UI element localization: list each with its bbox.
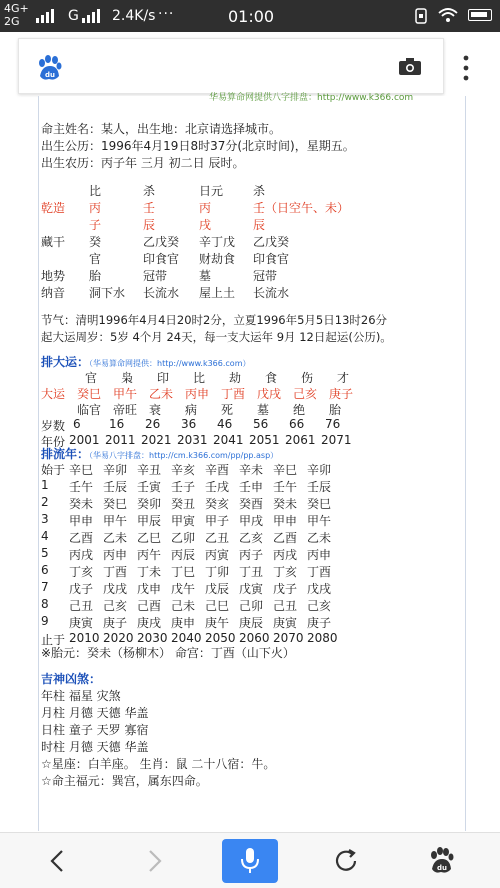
dayun-ganzhi-cell: 甲午: [113, 387, 138, 401]
liunian-cell: 己卯: [239, 599, 264, 613]
dishi-cell: 冠带: [143, 269, 168, 283]
liunian-cell: 丙戌: [273, 548, 298, 562]
nayin-cell: 屋上土: [199, 286, 236, 300]
liunian-cell: 甲申: [69, 514, 94, 528]
page-content: [38, 93, 466, 831]
info-solar-line: 出生公历：1996年4月19日8时37分(北京时间)，星期五。: [41, 139, 355, 153]
dayun-shishen-cell: 劫: [229, 371, 242, 385]
network-speed: 2.4K/s: [112, 8, 156, 24]
dayun-year-cell: 2071: [321, 433, 352, 447]
battery-icon: [468, 9, 492, 21]
liunian-row-label: 2: [41, 495, 49, 509]
liunian-end-year-cell: 2040: [171, 631, 202, 645]
canggan-cell: 乙戊癸: [253, 235, 290, 249]
dayun-heading: [41, 353, 251, 370]
shensha-line: 月柱 月德 天德 华盖: [41, 706, 149, 720]
baidu-home-icon[interactable]: [424, 843, 460, 879]
more-menu-icon[interactable]: [462, 54, 470, 82]
microphone-icon: [239, 847, 261, 875]
liunian-cell: 戊申: [137, 582, 162, 596]
bottom-navigation: [0, 832, 500, 888]
shensha-line: 日柱 童子 天罗 寡宿: [41, 723, 149, 737]
dayun-age-label: 岁数: [41, 419, 66, 433]
canggan-cell: 乙戊癸: [143, 235, 180, 249]
dayun-ganzhi-cell: 丙申: [185, 387, 210, 401]
liunian-cell: 庚寅: [273, 616, 298, 630]
dayun-shishen-cell: 才: [337, 371, 350, 385]
liunian-cell: 戊戌: [103, 582, 128, 596]
liunian-cell: 丙申: [103, 548, 128, 562]
liunian-cell: 壬戌: [205, 480, 230, 494]
liunian-cell: 乙巳: [137, 531, 162, 545]
liunian-cell: 辛巳: [69, 463, 94, 477]
back-icon[interactable]: [40, 843, 76, 879]
liunian-end-year-cell: 2070: [273, 631, 304, 645]
shishen-cell: 印食官: [143, 252, 180, 266]
signal-2g-label: 2G: [4, 15, 20, 28]
refresh-icon[interactable]: [328, 843, 364, 879]
liunian-cell: 丙戌: [69, 548, 94, 562]
status-right: [414, 7, 492, 25]
liunian-cell: 丁未: [137, 565, 162, 579]
liunian-row-label: 6: [41, 563, 49, 577]
liunian-cell: 辛亥: [171, 463, 196, 477]
liunian-cell: 丁酉: [307, 565, 332, 579]
dayun-year-cell: 2021: [141, 433, 172, 447]
dayun-year-cell: 2061: [285, 433, 316, 447]
liunian-cell: 辛卯: [307, 463, 332, 477]
liunian-end-year-cell: 2050: [205, 631, 236, 645]
liunian-row-label: 4: [41, 529, 49, 543]
liunian-cell: 丙寅: [205, 548, 230, 562]
liunian-cell: 辛巳: [273, 463, 298, 477]
liunian-cell: 壬子: [171, 480, 196, 494]
bazi-gan-cell: 丙: [89, 201, 102, 215]
bazi-zhi-cell: 子: [89, 218, 102, 232]
liunian-cell: 癸未: [69, 497, 94, 511]
bazi-header-cell: 杀: [143, 184, 156, 198]
canggan-cell: 辛丁戊: [199, 235, 236, 249]
dayun-age-cell: 16: [109, 417, 125, 431]
liunian-end-year-cell: 2020: [103, 631, 134, 645]
dayun-age-cell: 26: [145, 417, 161, 431]
liunian-cell: 癸亥: [205, 497, 230, 511]
dayun-changsheng-cell: 临官: [77, 403, 102, 417]
liunian-cell: 癸未: [273, 497, 298, 511]
shishen-cell: 官: [89, 252, 102, 266]
dayun-title: 排大运：: [41, 355, 90, 369]
liunian-cell: 己丑: [69, 599, 94, 613]
bazi-gan-cell: 丙: [199, 201, 212, 215]
dayun-year-cell: 2041: [213, 433, 244, 447]
liunian-row-label: 9: [41, 614, 49, 628]
liunian-cell: 己未: [171, 599, 196, 613]
qianzao-label: 乾造: [41, 201, 66, 215]
liunian-cell: 甲子: [205, 514, 230, 528]
liunian-cell: 庚辰: [239, 616, 264, 630]
forward-icon[interactable]: [136, 843, 172, 879]
dishi-cell: 墓: [199, 269, 212, 283]
liunian-start-label: 始于: [41, 463, 66, 477]
xingzuo-line: ☆星座：白羊座。 生肖：鼠 二十八宿：牛。: [41, 757, 276, 771]
dayun-ganzhi-cell: 丁酉: [221, 387, 246, 401]
liunian-cell: 己亥: [307, 599, 332, 613]
liunian-cell: 壬申: [239, 480, 264, 494]
liunian-cell: 癸酉: [239, 497, 264, 511]
dishi-cell: 胎: [89, 269, 102, 283]
qiyun-line: 起大运周岁：5岁 4个月 24天，每一支大运年 9月 12日起运(公历)。: [41, 330, 392, 344]
liunian-cell: 癸卯: [137, 497, 162, 511]
liunian-cell: 丁亥: [273, 565, 298, 579]
liunian-cell: 丁亥: [69, 565, 94, 579]
signal-labels: [4, 2, 29, 28]
dayun-ganzhi-cell: 己亥: [293, 387, 318, 401]
signal-4g-label: 4G+: [4, 2, 29, 15]
taiyuan-line: ※胎元：癸未（杨柳木） 命宫：丁酉（山下火）: [41, 646, 295, 660]
nayin-cell: 洞下水: [89, 286, 126, 300]
liunian-cell: 壬辰: [103, 480, 128, 494]
liunian-cell: 辛丑: [137, 463, 162, 477]
dayun-age-cell: 76: [325, 417, 341, 431]
shishen-cell: 财劫食: [199, 252, 236, 266]
liunian-end-label: 止于: [41, 633, 66, 647]
dayun-ganzhi-cell: 癸巳: [77, 387, 102, 401]
dayun-changsheng-cell: 胎: [329, 403, 342, 417]
liunian-cell: 庚戌: [137, 616, 162, 630]
liunian-title: 排流年：: [41, 447, 90, 461]
liunian-cell: 庚午: [205, 616, 230, 630]
liunian-row-label: 3: [41, 512, 49, 526]
liunian-row-label: 5: [41, 546, 49, 560]
dayun-year-label: 年份: [41, 435, 66, 449]
dayun-age-cell: 66: [289, 417, 305, 431]
liunian-heading: [41, 445, 278, 462]
liunian-cell: 乙丑: [205, 531, 230, 545]
bazi-header-cell: 杀: [253, 184, 266, 198]
dishi-label: 地势: [41, 269, 66, 283]
baidu-paw-icon[interactable]: [35, 54, 63, 82]
liunian-cell: 癸巳: [103, 497, 128, 511]
nayin-cell: 长流水: [143, 286, 180, 300]
dayun-changsheng-cell: 病: [185, 403, 198, 417]
liunian-cell: 甲寅: [171, 514, 196, 528]
liunian-cell: 辛卯: [103, 463, 128, 477]
bazi-zhi-cell: 辰: [253, 218, 266, 232]
liunian-cell: 癸丑: [171, 497, 196, 511]
liunian-cell: 乙未: [103, 531, 128, 545]
dayun-year-cell: 2051: [249, 433, 280, 447]
nayin-label: 纳音: [41, 286, 66, 300]
liunian-cell: 丁酉: [103, 565, 128, 579]
notification-dots: ···: [158, 6, 175, 22]
bazi-header-cell: 日元: [199, 184, 224, 198]
liunian-row-label: 1: [41, 478, 49, 492]
liunian-end-year-cell: 2010: [69, 631, 100, 645]
canggan-label: 藏干: [41, 235, 66, 249]
liunian-cell: 甲辰: [137, 514, 162, 528]
liunian-cell: 戊子: [273, 582, 298, 596]
liunian-source-link[interactable]: （华易八字排盘：http://cm.k366.com/pp/pp.asp）: [89, 451, 279, 460]
bazi-zhi-cell: 戌: [199, 218, 212, 232]
liunian-cell: 丙辰: [171, 548, 196, 562]
liunian-cell: 庚子: [307, 616, 332, 630]
liunian-cell: 丙申: [307, 548, 332, 562]
dayun-ganzhi-cell: 乙未: [149, 387, 174, 401]
bazi-zhi-cell: 辰: [143, 218, 156, 232]
liunian-cell: 甲午: [103, 514, 128, 528]
liunian-cell: 辛未: [239, 463, 264, 477]
liunian-cell: 丁丑: [239, 565, 264, 579]
dayun-shishen-cell: 食: [265, 371, 278, 385]
clock: 01:00: [228, 7, 275, 26]
liunian-row-label: 7: [41, 580, 49, 594]
wifi-icon: [438, 7, 458, 23]
liunian-cell: 甲戌: [239, 514, 264, 528]
dayun-changsheng-cell: 帝旺: [113, 403, 138, 417]
network-type-label: G: [68, 8, 79, 24]
liunian-end-year-cell: 2080: [307, 631, 338, 645]
liunian-cell: 庚寅: [69, 616, 94, 630]
dayun-year-cell: 2011: [105, 433, 136, 447]
liunian-cell: 甲午: [307, 514, 332, 528]
liunian-cell: 戊子: [69, 582, 94, 596]
liunian-cell: 己丑: [273, 599, 298, 613]
info-name-line: 命主姓名：某人，出生地：北京请选择城市。: [41, 122, 282, 136]
dayun-shishen-cell: 印: [157, 371, 170, 385]
shensha-heading: [41, 670, 101, 687]
top-strip-text[interactable]: 华易算命网提供八字排盘：http://www.k366.com: [209, 93, 414, 103]
signal-bars-icon: [36, 8, 64, 24]
jieqi-line: 节气：清明1996年4月4日20时2分，立夏1996年5月5日13时26分: [41, 313, 388, 327]
shensha-title: 吉神凶煞：: [41, 672, 102, 686]
liunian-cell: 丙子: [239, 548, 264, 562]
status-bar: [0, 0, 500, 32]
dayun-changsheng-cell: 死: [221, 403, 234, 417]
dayun-age-cell: 56: [253, 417, 269, 431]
dayun-age-cell: 6: [73, 417, 81, 431]
liunian-cell: 乙未: [307, 531, 332, 545]
liunian-cell: 壬寅: [137, 480, 162, 494]
liunian-end-year-cell: 2030: [137, 631, 168, 645]
liunian-cell: 己酉: [137, 599, 162, 613]
liunian-cell: 乙卯: [171, 531, 196, 545]
liunian-cell: 乙亥: [239, 531, 264, 545]
bazi-gan-cell: 壬（日空午、未）: [253, 201, 350, 215]
liunian-cell: 乙酉: [273, 531, 298, 545]
camera-icon[interactable]: [399, 57, 421, 75]
liunian-cell: 丁巳: [171, 565, 196, 579]
dayun-age-cell: 46: [217, 417, 233, 431]
shishen-cell: 印食官: [253, 252, 290, 266]
dayun-shishen-cell: 比: [193, 371, 206, 385]
liunian-cell: 庚子: [103, 616, 128, 630]
svg-text:du: du: [437, 864, 447, 872]
canggan-cell: 癸: [89, 235, 102, 249]
address-bar[interactable]: [18, 38, 444, 94]
liunian-cell: 戊戌: [307, 582, 332, 596]
liunian-cell: 丙午: [137, 548, 162, 562]
liunian-cell: 己亥: [103, 599, 128, 613]
liunian-cell: 乙酉: [69, 531, 94, 545]
liunian-cell: 壬午: [69, 480, 94, 494]
info-lunar-line: 出生农历：丙子年 三月 初二日 辰时。: [41, 156, 245, 170]
bazi-gan-cell: 壬: [143, 201, 156, 215]
shensha-line: 时柱 月德 天德 华盖: [41, 740, 149, 754]
voice-search-button[interactable]: [222, 839, 278, 883]
dayun-shishen-cell: 官: [85, 371, 98, 385]
dayun-year-cell: 2031: [177, 433, 208, 447]
dayun-ganzhi-cell: 戊戌: [257, 387, 282, 401]
liunian-cell: 辛酉: [205, 463, 230, 477]
liunian-cell: 庚申: [171, 616, 196, 630]
svg-text:du: du: [45, 71, 55, 79]
liunian-end-year-cell: 2060: [239, 631, 270, 645]
dayun-shishen-cell: 枭: [121, 371, 134, 385]
bazi-header-cell: 比: [89, 184, 102, 198]
liunian-cell: 己巳: [205, 599, 230, 613]
dayun-changsheng-cell: 衰: [149, 403, 162, 417]
shensha-line: 年柱 福星 灾煞: [41, 689, 121, 703]
liunian-cell: 壬午: [273, 480, 298, 494]
liunian-cell: 丁卯: [205, 565, 230, 579]
dayun-shishen-cell: 伤: [301, 371, 314, 385]
dayun-source-link[interactable]: （华易算命网提供：http://www.k366.com）: [89, 359, 251, 368]
dayun-year-cell: 2001: [69, 433, 100, 447]
liunian-cell: 戊午: [171, 582, 196, 596]
liunian-cell: 戊辰: [205, 582, 230, 596]
fuyuan-line: ☆命主福元：巽宫，属东四命。: [41, 774, 208, 788]
dayun-changsheng-cell: 绝: [293, 403, 306, 417]
dayun-label: 大运: [41, 387, 66, 401]
dayun-changsheng-cell: 墓: [257, 403, 270, 417]
liunian-row-label: 8: [41, 597, 49, 611]
signal-bars-icon-2: [82, 8, 108, 24]
nayin-cell: 长流水: [253, 286, 290, 300]
dishi-cell: 冠带: [253, 269, 278, 283]
dayun-age-cell: 36: [181, 417, 197, 431]
dayun-ganzhi-cell: 庚子: [329, 387, 354, 401]
lock-rotation-icon: [414, 7, 428, 25]
liunian-cell: 甲申: [273, 514, 298, 528]
liunian-cell: 壬辰: [307, 480, 332, 494]
liunian-cell: 癸巳: [307, 497, 332, 511]
liunian-cell: 戊寅: [239, 582, 264, 596]
